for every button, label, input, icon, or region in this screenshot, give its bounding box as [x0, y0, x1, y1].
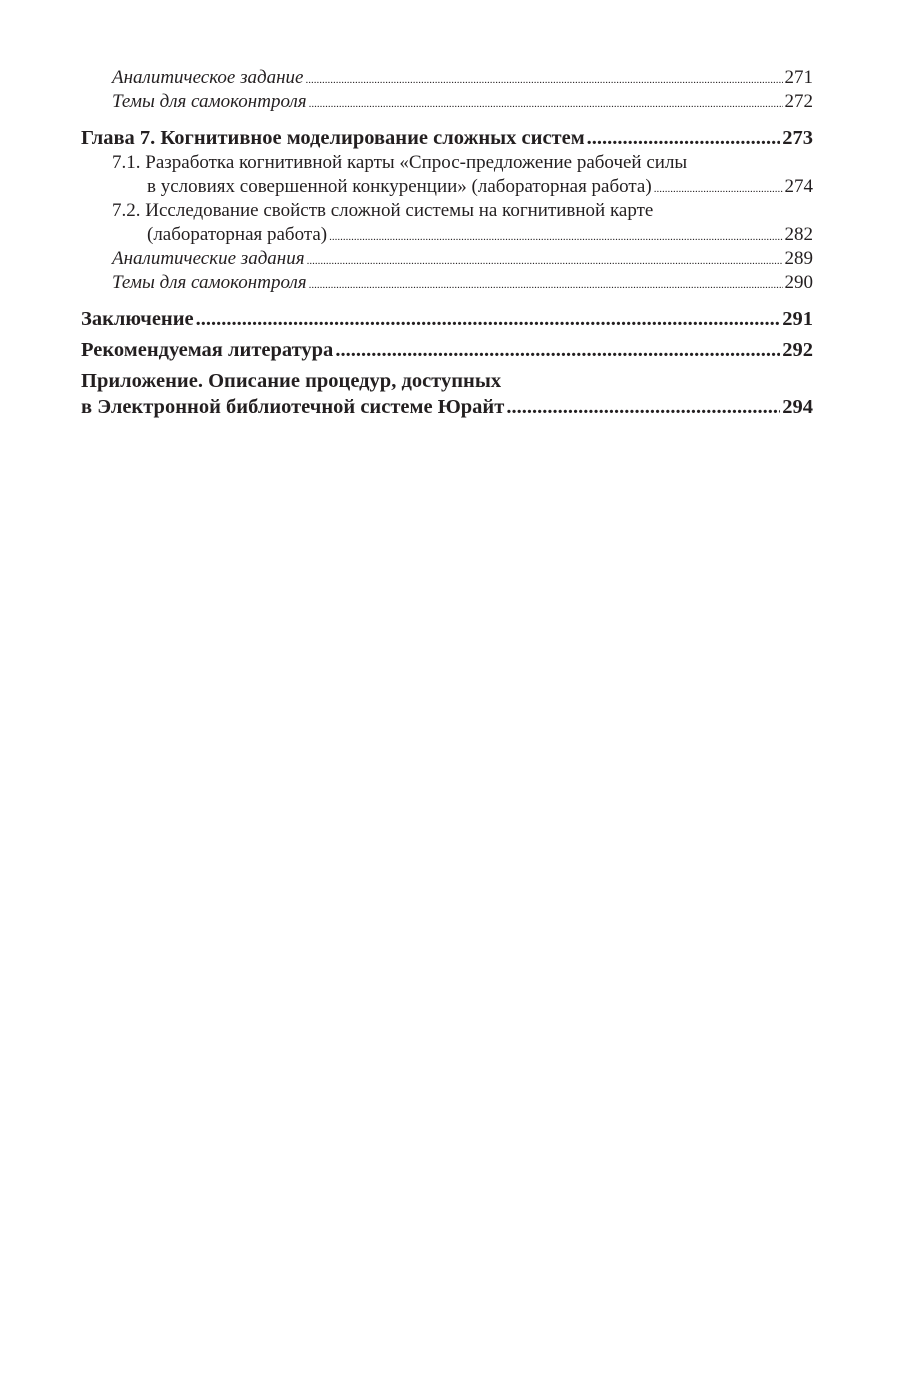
toc-entry-title: Аналитическое задание: [112, 67, 304, 88]
toc-entry-page: 271: [784, 67, 813, 88]
toc-leader-dots: [329, 232, 782, 243]
toc-leader-dots: [335, 340, 780, 361]
toc-section-page: 274: [784, 176, 813, 197]
toc-leader-dots: [587, 128, 781, 149]
toc-chapter-title: Глава 7. Когнитивное моделирование сложных систем: [81, 127, 585, 149]
toc-section-7-2[interactable]: [81, 199, 813, 247]
toc-leader-dots: [654, 184, 783, 195]
toc-entry-title: Аналитические задания: [112, 248, 305, 269]
toc-leader-dots: [309, 99, 783, 110]
toc-conclusion[interactable]: [81, 306, 813, 332]
toc-appendix-page: 294: [782, 396, 813, 418]
toc-entry-page: 290: [784, 272, 813, 293]
toc-entry-self-control-topics-2[interactable]: [81, 271, 813, 295]
toc-leader-dots: [305, 75, 782, 86]
toc-section-title-line2: (лабораторная работа): [147, 224, 328, 245]
toc-section-page: 282: [784, 224, 813, 245]
toc-entry-title: Темы для самоконтроля: [112, 91, 307, 112]
toc-appendix-title-line2: в Электронной библиотечной системе Юрайт: [81, 396, 505, 418]
toc-leader-dots: [309, 280, 783, 291]
toc-chapter-page: 273: [782, 127, 813, 149]
toc-literature[interactable]: [81, 337, 813, 363]
toc-entry-page: 289: [784, 248, 813, 269]
toc-leader-dots: [307, 256, 783, 267]
table-of-contents: [81, 66, 813, 420]
toc-chapter-title: Рекомендуемая литература: [81, 339, 334, 361]
toc-section-title-line1: 7.2. Исследование свойств сложной системы на когнитивной карте: [112, 200, 654, 221]
toc-entry-analytical-task[interactable]: [81, 66, 813, 90]
toc-section-7-1[interactable]: [81, 151, 813, 199]
toc-leader-dots: [196, 309, 781, 330]
toc-section-title-line1: 7.1. Разработка когнитивной карты «Спрос-предложение рабочей силы: [112, 152, 688, 173]
toc-entry-analytical-tasks[interactable]: [81, 247, 813, 271]
toc-entry-page: 272: [784, 91, 813, 112]
toc-entry-title: Темы для самоконтроля: [112, 272, 307, 293]
toc-appendix[interactable]: [81, 368, 813, 420]
toc-chapter-page: 292: [782, 339, 813, 361]
toc-chapter-7[interactable]: [81, 125, 813, 151]
toc-entry-self-control-topics[interactable]: [81, 90, 813, 114]
toc-leader-dots: [506, 397, 780, 418]
toc-chapter-page: 291: [782, 308, 813, 330]
toc-section-title-line2: в условиях совершенной конкуренции» (лабораторная работа): [147, 176, 652, 197]
toc-chapter-title: Заключение: [81, 308, 194, 330]
toc-appendix-title-line1: Приложение. Описание процедур, доступных: [81, 370, 502, 392]
